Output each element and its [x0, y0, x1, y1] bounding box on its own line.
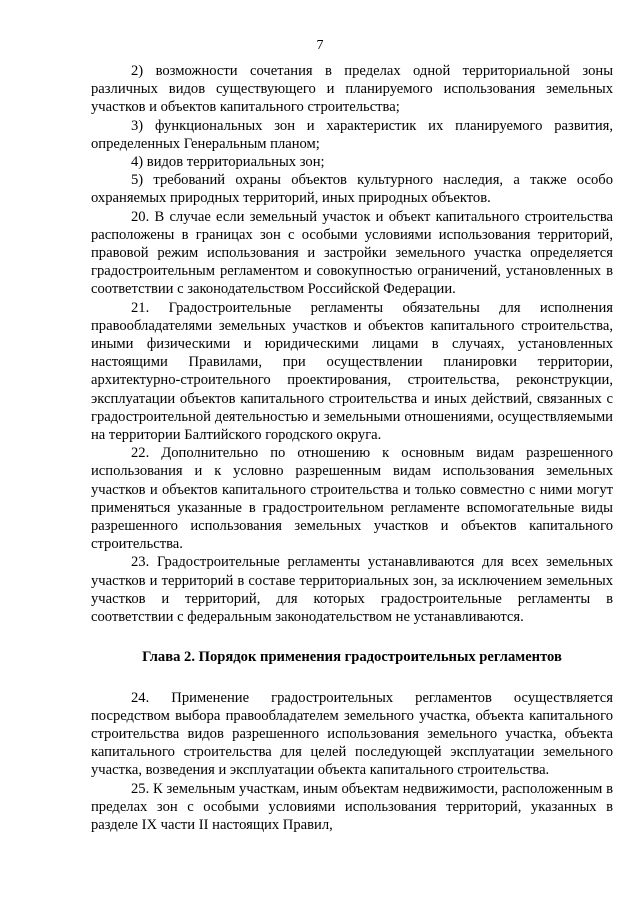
paragraph-item-5: 5) требований охраны объектов культурного наследия, а также особо охраняемых природных территорий, иных природных объектов. — [91, 172, 613, 207]
page-number: 7 — [316, 38, 324, 53]
paragraph-item-4: 4) видов территориальных зон; — [131, 154, 325, 171]
chapter-heading: Глава 2. Порядок применения градостроительных регламентов — [142, 649, 562, 666]
paragraph-21: 21. Градостроительные регламенты обязательны для исполнения правообладателями земельных участков и объектов капитального строительства, иными физическими и юридическими лицами в случаях, установленных настоящими Правилами, при осуществлении планировки территории, архитектурно-строительного проектирования, строительства, реконструкции, эксплуатации объектов капитального строительства и иных действий, связанных с градостроительной деятельностью и земельными отношениями, осуществляемыми на территории Балтийского городского округа. — [91, 299, 613, 444]
paragraph-25: 25. К земельным участкам, иным объектам недвижимости, расположенным в пределах зон с особыми условиями использования территорий, указанных в разделе IX части II настоящих Правил, — [91, 780, 613, 833]
paragraph-24: 24. Применение градостроительных регламентов осуществляется посредством выбора правообладателем земельного участка, объекта капитального строительства видов разрешенного использования земельного участка, объекта капитального строительства для целей последующей эксплуатации земельного участка, возведения и эксплуатации объекта капитального строительства. — [91, 689, 613, 779]
document-body — [91, 62, 613, 834]
paragraph-22: 22. Дополнительно по отношению к основным видам разрешенного использования и к условно разрешенным видам использования земельных участков и объектов капитального строительства и только совместно с ними могут применяться указанные в градостроительном регламенте вспомогательные виды разрешенного использования земельных участков и объектов капитального строительства. — [91, 445, 613, 553]
paragraph-23: 23. Градостроительные регламенты устанавливаются для всех земельных участков и территорий в составе территориальных зон, за исключением земельных участков и территорий, для которых градостроительные регламенты в соответствии с федеральным законодательством не устанавливаются. — [91, 554, 613, 626]
paragraph-20: 20. В случае если земельный участок и объект капитального строительства расположены в границах зон с особыми условиями использования территорий, правовой режим использования и застройки земельного участка определяется градостроительным регламентом и совокупностью ограничений, установленных в соответствии с законодательством Российской Федерации. — [91, 208, 613, 298]
paragraph-item-3: 3) функциональных зон и характеристик их планируемого развития, определенных Генеральным планом; — [91, 117, 613, 152]
paragraph-item-2: 2) возможности сочетания в пределах одной территориальной зоны различных видов существующего и планируемого использования земельных участков и объектов капитального строительства; — [91, 63, 613, 116]
